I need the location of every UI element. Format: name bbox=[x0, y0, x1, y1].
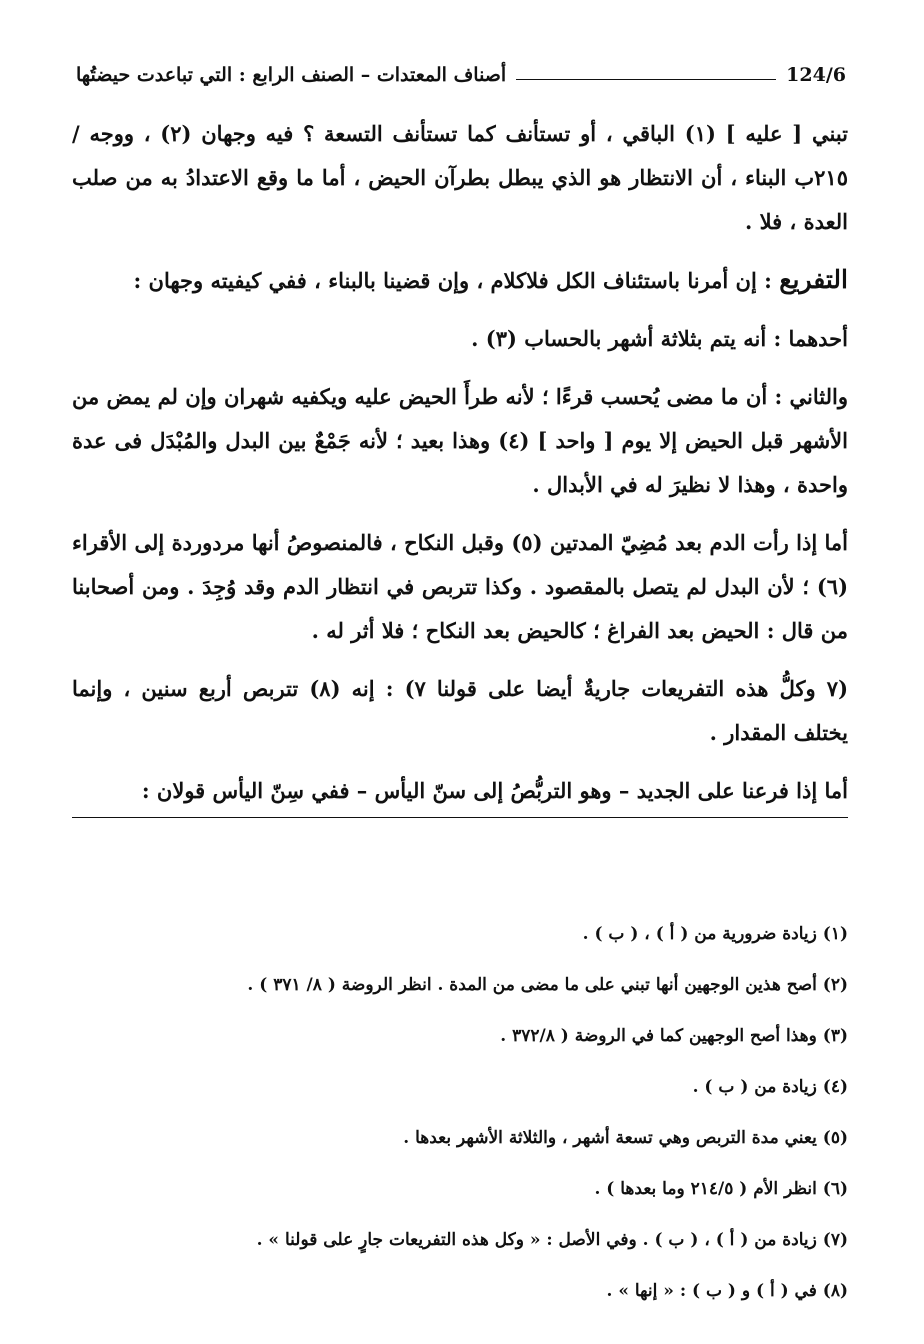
footnotes bbox=[72, 914, 848, 1322]
footnote: (٣) وهذا أصح الوجهين كما في الروضة ( ٣٧٢/٨ . bbox=[500, 1026, 848, 1046]
paragraph: تبني [ عليه ] (١) الباقي ، أو تستأنف كما تستأنف التسعة ؟ فيه وجهان (٢) ، ووجه /٢١٥ب البناء ، أن الانتظار هو الذي يبطل بطرآن الحيض ، أما ما وقع الاعتدادُ به من صلب العدة ، فلا . bbox=[72, 121, 848, 234]
lead-word: التفريع bbox=[779, 265, 848, 294]
running-title: أصناف المعتدات – الصنف الرابع : التي تباعدت حيضتُها bbox=[76, 64, 507, 86]
paragraph: والثاني : أن ما مضى يُحسب قرءًا ؛ لأنه طرأَ الحيض عليه ويكفيه شهران وإن لم يمض من الأشهر قبل الحيض إلا يوم [ واحد ] (٤) وهذا بعيد ؛ لأنه جَمْعٌ بين البدل والمُبْدَل فى عدة واحدة ، وهذا لا نظيرَ له في الأبدال . bbox=[72, 384, 848, 497]
paragraph: (٧ وكلُّ هذه التفريعات جاريةٌ أيضا على قولنا ٧) : إنه (٨) تتربص أربع سنين ، وإنما يختلف المقدار . bbox=[72, 676, 848, 745]
footnote: (١) زيادة ضرورية من ( أ ) ، ( ب ) . bbox=[582, 924, 848, 944]
footnote: (٧) زيادة من ( أ ) ، ( ب ) . وفي الأصل : « وكل هذه التفريعات جارٍ على قولنا » . bbox=[256, 1230, 848, 1250]
page-header bbox=[76, 54, 846, 86]
paragraph-text: : إن أمرنا باستئناف الكل فلاكلام ، وإن قضينا بالبناء ، ففي كيفيته وجهان : bbox=[133, 268, 780, 293]
paragraph bbox=[72, 258, 848, 303]
header-rule bbox=[516, 79, 776, 80]
footnote: (٢) أصح هذين الوجهين أنها تبني على ما مضى من المدة . انظر الروضة ( ٨/ ٣٧١ ) . bbox=[247, 975, 848, 995]
main-text bbox=[72, 112, 848, 832]
footnote: (٦) انظر الأم ( ٢١٤/٥ وما بعدها ) . bbox=[594, 1179, 848, 1199]
footnote: (٥) يعني مدة التربص وهي تسعة أشهر ، والثلاثة الأشهر بعدها . bbox=[403, 1128, 848, 1148]
footnote: (٨) في ( أ ) و ( ب ) : « إنها » . bbox=[606, 1281, 848, 1301]
footnote: (٤) زيادة من ( ب ) . bbox=[692, 1077, 848, 1097]
page-number: 124/6 bbox=[786, 64, 846, 86]
paragraph: أما إذا فرعنا على الجديد – وهو التربُّصُ إلى سنّ اليأس – ففي سِنّ اليأس قولان : bbox=[72, 769, 848, 818]
paragraph: أما إذا رأت الدم بعد مُضِيّ المدتين (٥) وقبل النكاح ، فالمنصوصُ أنها مردوردة إلى الأقراء (٦) ؛ لأن البدل لم يتصل بالمقصود . وكذا تتربص في انتظار الدم وقد وُجِدَ . ومن أصحابنا من قال : الحيض بعد الفراغ ؛ كالحيض بعد النكاح ؛ فلا أثر له . bbox=[72, 530, 848, 643]
paragraph: أحدهما : أنه يتم بثلاثة أشهر بالحساب (٣) . bbox=[471, 326, 848, 351]
